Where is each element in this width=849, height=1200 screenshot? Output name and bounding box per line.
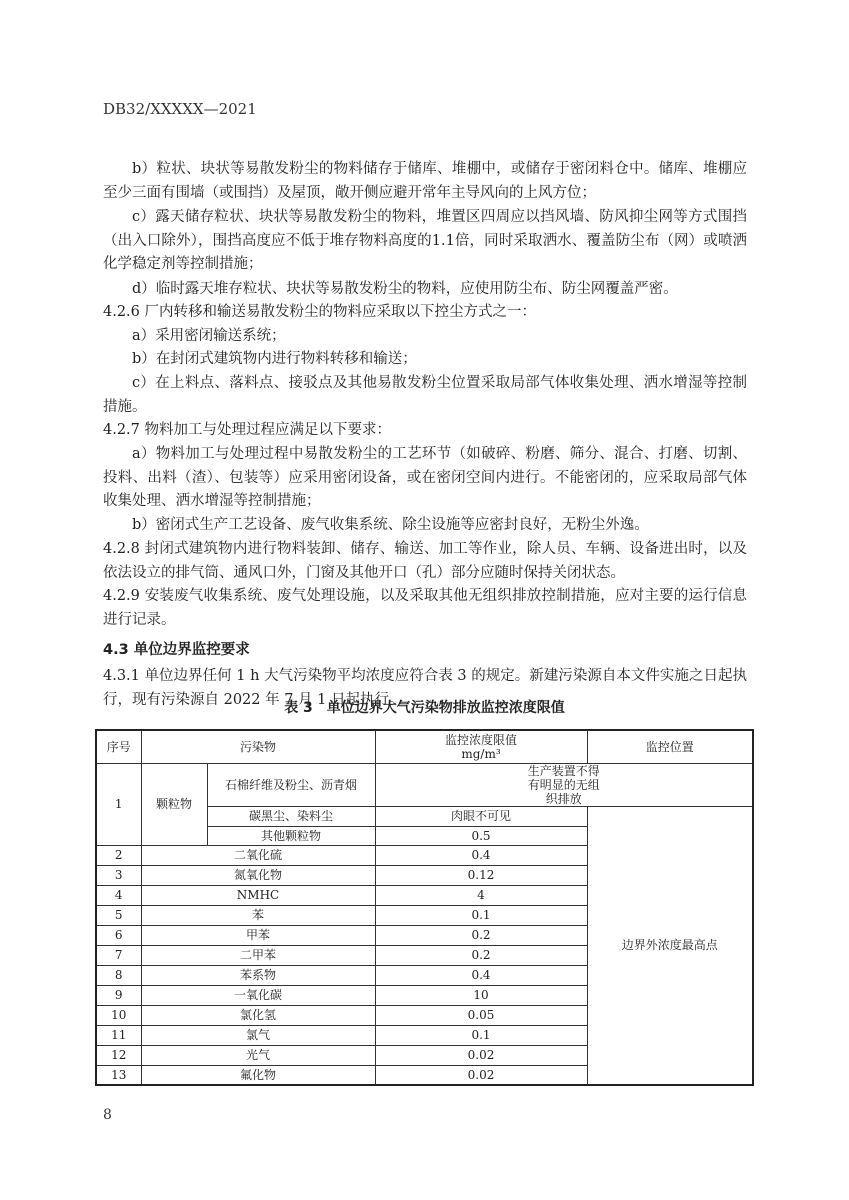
header-no: 序号: [96, 730, 141, 763]
table-row: [96, 763, 753, 806]
paragraph-processing-a: a）物料加工与处理过程中易散发粉尘的工艺环节（如破碎、粉磨、筛分、混合、打磨、切割、投料、出料（渣）、包装等）应采用密闭设备，或在密闭空间内进行。不能密闭的，应采取局部气体收集处理、洒水增湿等控制措施；: [103, 446, 747, 509]
row-no: 1: [96, 763, 141, 845]
pollutant-name: 氮氧化物: [141, 865, 375, 885]
header-limit: [375, 730, 587, 763]
row-no: 4: [96, 885, 141, 905]
pollutant-limit: 0.2: [375, 925, 587, 945]
clause-4-2-6: 4.2.6 厂内转移和输送易散发粉尘的物料应采取以下控尘方式之一：: [103, 304, 537, 320]
paragraph-transfer-c: c）在上料点、落料点、接驳点及其他易散发粉尘位置采取局部气体收集处理、洒水增湿等控制措施。: [103, 375, 747, 415]
paragraph-storage-d: d）临时露天堆存粒状、块状等易散发粉尘的物料，应使用防尘布、防尘网覆盖严密。: [132, 281, 678, 297]
document-code-header: DB32/XXXXX—2021: [103, 100, 257, 118]
row-no: 12: [96, 1045, 141, 1065]
pollutant-limit: 肉眼不可见: [375, 806, 587, 826]
pollutant-limit: 0.2: [375, 945, 587, 965]
pollutant-limit: 10: [375, 985, 587, 1005]
paragraph-processing-b: b）密闭式生产工艺设备、废气收集系统、除尘设施等应密封良好，无粉尘外逸。: [132, 517, 649, 533]
pollutant-name: 碳黑尘、染料尘: [207, 806, 375, 826]
pollutant-name: 甲苯: [141, 925, 375, 945]
pollutant-name: 氟化物: [141, 1065, 375, 1085]
paragraph-transfer-a: a）采用密闭输送系统；: [132, 328, 286, 344]
row-no: 6: [96, 925, 141, 945]
paragraph-storage-b: b）粒状、块状等易散发粉尘的物料储存于储库、堆棚中，或储存于密闭料仓中。储库、堆棚应至少三面有围墙（或围挡）及屋顶，敞开侧应避开常年主导风向的上风方位；: [103, 161, 747, 201]
page-number: 8: [103, 1107, 112, 1123]
clause-4-2-8: 4.2.8 封闭式建筑物内进行物料装卸、储存、输送、加工等作业，除人员、车辆、设备进出时，以及依法设立的排气筒、通风口外，门窗及其他开口（孔）部分应随时保持关闭状态。: [103, 541, 747, 581]
pollutant-name: 光气: [141, 1045, 375, 1065]
pollutant-limit: 0.4: [375, 845, 587, 865]
header-limit-unit: mg/m³: [461, 746, 501, 761]
table-caption: 表 3 单位边界大气污染物排放监控浓度限值: [284, 700, 565, 716]
section-heading-4-3: 4.3 单位边界监控要求: [103, 642, 250, 658]
pollutant-limit: 0.1: [375, 905, 587, 925]
pollutant-limit: 0.05: [375, 1005, 587, 1025]
clause-4-3-1: 4.3.1 单位边界任何 1 h 大气污染物平均浓度应符合表 3 的规定。新建污染源自本文件实施之日起执行，现有污染源自 2022 年 7 月 1 日起执行。: [103, 668, 747, 708]
row-no: 8: [96, 965, 141, 985]
pollutant-limit: 0.12: [375, 865, 587, 885]
category-particulate: 颗粒物: [141, 763, 207, 845]
row-no: 13: [96, 1065, 141, 1085]
row-no: 5: [96, 905, 141, 925]
pollutant-limit: 0.1: [375, 1025, 587, 1045]
pollutant-name: NMHC: [141, 885, 375, 905]
row-no: 7: [96, 945, 141, 965]
pollutant-name: 苯: [141, 905, 375, 925]
pollutant-name: 二氧化硫: [141, 845, 375, 865]
emission-limit-table: [95, 729, 754, 1086]
pollutant-limit: 0.4: [375, 965, 587, 985]
pollutant-name: 石棉纤维及粉尘、沥青烟: [207, 763, 375, 806]
pollutant-limit-merged: 生产装置不得有明显的无组织排放: [375, 763, 753, 806]
clause-4-2-9: 4.2.9 安装废气收集系统、废气处理设施，以及采取其他无组织排放控制措施，应对主要的运行信息进行记录。: [103, 588, 747, 628]
row-no: 9: [96, 985, 141, 1005]
row-no: 3: [96, 865, 141, 885]
row-no: 2: [96, 845, 141, 865]
paragraph-storage-c: c）露天储存粒状、块状等易散发粉尘的物料，堆置区四周应以挡风墙、防风抑尘网等方式围挡（出入口除外），围挡高度应不低于堆存物料高度的1.1倍，同时采取洒水、覆盖防尘布（网）或喷洒化学稳定剂等控制措施；: [103, 209, 747, 272]
pollutant-name: 一氧化碳: [141, 985, 375, 1005]
header-location: 监控位置: [587, 730, 753, 763]
pollutant-name: 苯系物: [141, 965, 375, 985]
location-cell: 边界外浓度最高点: [587, 806, 753, 1085]
pollutant-limit: 0.02: [375, 1045, 587, 1065]
pollutant-limit: 0.02: [375, 1065, 587, 1085]
pollutant-limit: 0.5: [375, 826, 587, 845]
paragraph-transfer-b: b）在封闭式建筑物内进行物料转移和输送；: [132, 351, 417, 367]
pollutant-name: 氯气: [141, 1025, 375, 1045]
row-no: 11: [96, 1025, 141, 1045]
clause-4-2-7: 4.2.7 物料加工与处理过程应满足以下要求：: [103, 422, 392, 438]
pollutant-name: 氯化氢: [141, 1005, 375, 1025]
header-pollutant: 污染物: [141, 730, 375, 763]
header-limit-label: 监控浓度限值: [444, 732, 517, 747]
table-header-row: [96, 730, 753, 763]
pollutant-name: 二甲苯: [141, 945, 375, 965]
pollutant-limit: 4: [375, 885, 587, 905]
pollutant-name: 其他颗粒物: [207, 826, 375, 845]
row-no: 10: [96, 1005, 141, 1025]
